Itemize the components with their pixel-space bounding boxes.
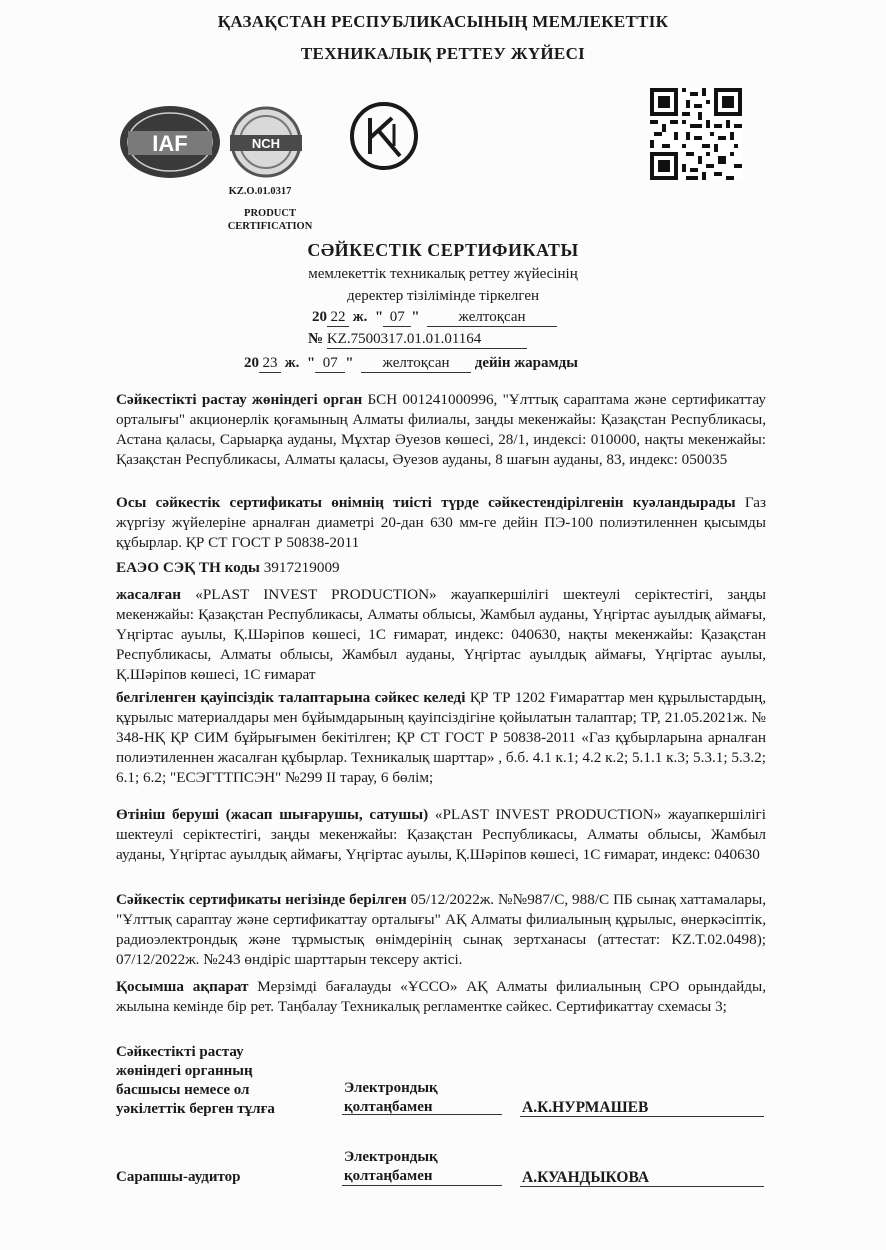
issue-year-prefix: 20 xyxy=(312,309,327,325)
certificate-title: СӘЙКЕСТІК СЕРТИФИКАТЫ xyxy=(307,240,579,260)
issue-day-open-quote: " xyxy=(374,309,384,325)
additional-info-paragraph xyxy=(116,977,766,1017)
auditor-name-line xyxy=(520,1186,764,1187)
qr-code-icon xyxy=(650,88,742,180)
nch-logo xyxy=(226,104,306,180)
valid-year: 23 xyxy=(259,355,281,373)
auditor-esig-line-1: Электрондық xyxy=(344,1149,438,1165)
safety-requirements-text: ҚР ТР 1202 Ғимараттар мен құрылыстардың, құрылыс материалдары мен бұйымдарының қауіпсіздігіне қойылатын талаптар; ТР, 21.05.2021ж. № 348-НҚ ҚР СИМ бұйрығымен бекітілген; ҚР СТ ГОСТ Р 50838-2011 «Газ құбырларына арналған полиэтиленнен жасалған құбырлар. Техникалық шарттар» , б.б. 4.1 к.1; 4.2 к.2; 5.1.1 к.3; 5.3.1; 5.3.2; 6.1; 6.2; "ЕСЭГТТПСЭН" №299 II тарау, 6 бөлім; xyxy=(116,689,767,786)
head-label-line-3: басшысы немесе ол xyxy=(116,1082,250,1098)
iaf-logo-text: IAF xyxy=(152,131,188,156)
applicant-label: Өтініш беруші (жасап шығарушы, сатушы) xyxy=(116,806,429,823)
certification-body-label: Сәйкестікті растау жөніндегі орган xyxy=(116,391,363,408)
additional-info-label: Қосымша ақпарат xyxy=(116,978,249,995)
nch-logo-text: NCH xyxy=(251,136,281,151)
valid-day: 07 xyxy=(315,355,345,373)
valid-suffix: дейін жарамды xyxy=(474,355,578,371)
issue-year-suffix: ж. xyxy=(352,309,368,325)
certification-body-paragraph xyxy=(116,390,766,470)
tn-ved-code: 3917219009 xyxy=(263,559,340,576)
applicant-text: «PLAST INVEST PRODUCTION» жауапкершілігі шектеулі серіктестігі, заңды мекенжайы: Қазақстан Республикасы, Алматы облысы, Жамбыл ауданы, Үңгіртас ауылдық аймағы, Үңгіртас ауылы, Қ.Шәріпов көшесі, 1С ғимарат, индекс: 040630 xyxy=(116,806,766,863)
tn-ved-label: ЕАЭО СЭҚ ТН коды xyxy=(116,559,260,576)
auditor-signature-line xyxy=(342,1185,502,1186)
certificate-number-row xyxy=(308,331,527,349)
valid-year-suffix: ж. xyxy=(284,355,300,371)
head-name-line xyxy=(520,1116,764,1117)
head-signature-line xyxy=(342,1114,502,1115)
basis-text: 05/12/2022ж. №№987/С, 988/С ПБ сынақ хаттамалары, "Ұлттық сараптау және сертификаттау орталығы" АҚ Алматы филиалының құрылыс, өнеркәсіптік, радиоэлектрондық және тұрмыстық өнімдерінің сынақ зертханасы (аттестат: KZ.T.02.0498); 07/12/2022ж. №243 өндіріс шарттарын тексеру актісі. xyxy=(116,891,767,968)
head-label-line-2: жөніндегі органның xyxy=(116,1063,253,1079)
issue-year: 22 xyxy=(327,309,349,327)
issue-day: 07 xyxy=(383,309,411,327)
header-line-1: ҚАЗАҚСТАН РЕСПУБЛИКАСЫНЫҢ МЕМЛЕКЕТТІК xyxy=(217,12,669,31)
head-esig-line-1: Электрондық xyxy=(344,1080,438,1096)
safety-requirements-paragraph xyxy=(116,688,766,788)
head-signatory-label xyxy=(116,1043,316,1119)
product-paragraph xyxy=(116,493,766,553)
tn-ved-code-paragraph xyxy=(116,558,766,578)
conformity-mark-icon xyxy=(348,100,420,172)
certification-body-text: БСН 001241000996, "Ұлттық сараптама және сертификаттау орталығы" акционерлік қоғамының Алматы филиалы, заңды мекенжайы: Қазақстан Республикасы, Астана қаласы, Сарыарқа ауданы, Мұхтар Әуезов көшесі, 28/1, индексі: 010000, нақты мекенжайы: Қазақстан Республикасы, Алматы қаласы, Әуезов ауданы, 8 шағын ауданы, 83, индекс: 050035 xyxy=(116,391,766,468)
product-certification-label-1: PRODUCT xyxy=(244,208,296,219)
issue-date xyxy=(312,309,557,327)
head-label-line-4: уәкілеттік берген тұлға xyxy=(116,1101,275,1117)
product-text: Газ жүргізу жүйелеріне арналған диаметрі 20-дан 630 мм-ге дейін ПЭ-100 полиэтиленнен қысымды құбырлар. ҚР СТ ГОСТ Р 50838-2011 xyxy=(116,494,767,551)
header-line-2: ТЕХНИКАЛЫҚ РЕТТЕУ ЖҮЙЕСІ xyxy=(300,44,586,63)
number-sign: № xyxy=(308,331,324,347)
valid-day-open-quote: " xyxy=(306,355,316,371)
auditor-label: Сарапшы-аудитор xyxy=(116,1169,241,1185)
issue-month: желтоқсан xyxy=(427,309,557,327)
product-certification-label-2: CERTIFICATION xyxy=(227,221,313,232)
head-name: А.К.НУРМАШЕВ xyxy=(522,1099,649,1116)
certificate-subtitle-2: деректер тізілімінде тіркелген xyxy=(346,288,540,304)
auditor-name: А.КУАНДЫКОВА xyxy=(522,1169,650,1186)
valid-year-prefix: 20 xyxy=(244,355,259,371)
manufacturer-text: «PLAST INVEST PRODUCTION» жауапкершілігі шектеулі серіктестігі, заңды мекенжайы: Қазақстан Республикасы, Алматы облысы, Жамбыл ауданы, Үңгіртас ауылдық аймағы, Үңгіртас ауылы, Қ.Шәріпов көшесі, 1С ғимарат, индекс: 040630, нақты мекенжайы: Қазақстан Республикасы, Алматы облысы, Жамбыл ауданы, Үңгіртас ауылдық аймағы, Үңгіртас ауылы, Қ.Шәріпов көшесі, 1С ғимарат xyxy=(116,586,766,683)
additional-info-text: Мерзімді бағалауды «ҰССО» АҚ Алматы филиалының СРО орындайды, жылына кемінде бір рет. Таңбалау Техникалық регламентке сәйкес. Сертификаттау схемасы 3; xyxy=(116,978,766,1015)
valid-day-close-quote: " xyxy=(345,355,354,371)
product-label: Осы сәйкестік сертификаты өнімнің тиісті түрде сәйкестендірілгенін куәландырады xyxy=(116,494,736,511)
safety-requirements-label: белгіленген қауіпсіздік талаптарына сәйкес келеді xyxy=(116,689,466,706)
head-esignature xyxy=(344,1079,438,1117)
basis-paragraph xyxy=(116,890,766,970)
valid-month: желтоқсан xyxy=(361,355,471,373)
valid-until xyxy=(244,355,578,373)
certificate-subtitle-1: мемлекеттік техникалық реттеу жүйесінің xyxy=(308,266,578,282)
basis-label: Сәйкестік сертификаты негізінде берілген xyxy=(116,891,407,908)
issue-day-close-quote: " xyxy=(411,309,420,325)
auditor-esig-line-2: қолтаңбамен xyxy=(344,1168,433,1184)
manufacturer-paragraph xyxy=(116,585,766,685)
head-label-line-1: Сәйкестікті растау xyxy=(116,1044,244,1060)
applicant-paragraph xyxy=(116,805,766,865)
auditor-esignature xyxy=(344,1148,438,1186)
head-esig-line-2: қолтаңбамен xyxy=(344,1099,433,1115)
manufacturer-label: жасалған xyxy=(116,586,182,603)
accreditation-code: KZ.O.01.0317 xyxy=(228,186,292,197)
certificate-number: KZ.7500317.01.01.01164 xyxy=(327,331,527,349)
iaf-logo xyxy=(118,104,222,180)
